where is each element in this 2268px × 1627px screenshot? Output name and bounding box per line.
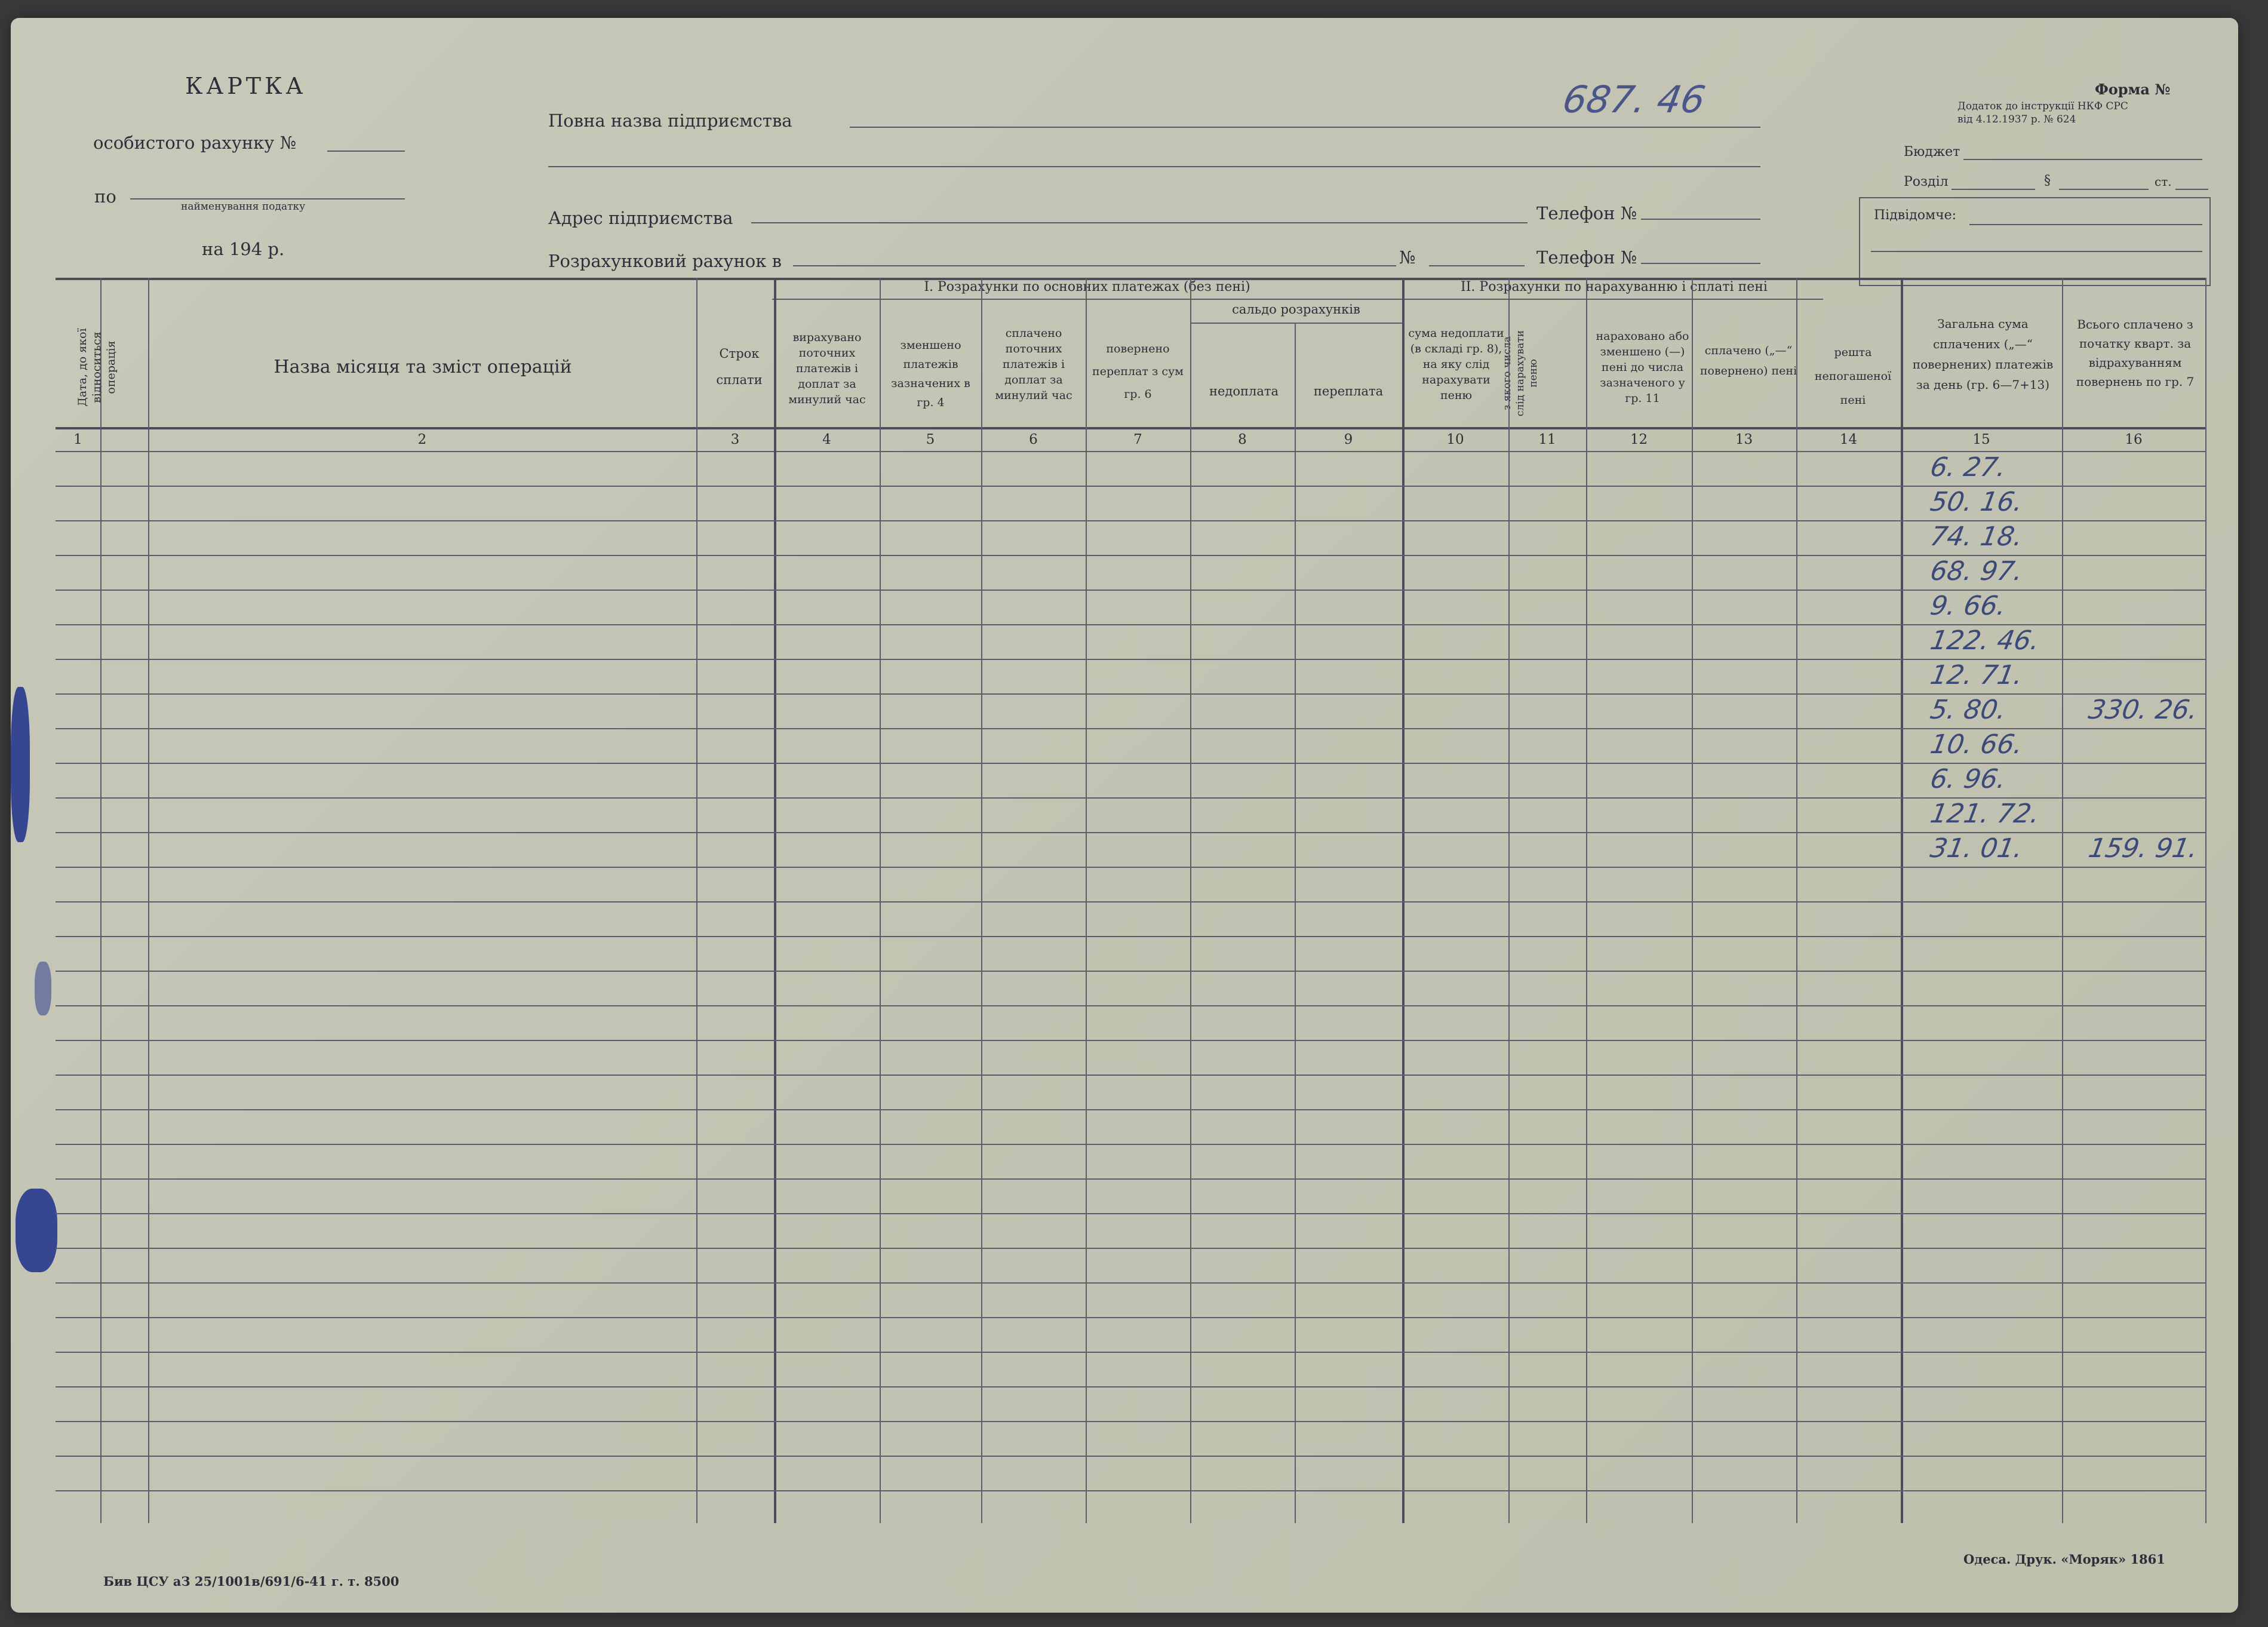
card-title: КАРТКА — [185, 73, 307, 99]
table-row-line — [56, 693, 2205, 695]
cumulative-total-entry: 330. 26. — [2086, 695, 2201, 725]
column-number: 2 — [417, 432, 427, 447]
phone-line-1 — [1641, 219, 1760, 220]
table-row-line — [56, 590, 2205, 591]
col-header-16: Всього сплачено з початку кварт. за відрахуванням повернень по гр. 7 — [2076, 317, 2195, 389]
table-row-line — [56, 1144, 2205, 1145]
table-row-line — [56, 1386, 2205, 1387]
daily-total-entry: 12. 71. — [1928, 660, 2026, 690]
table-row-line — [56, 1352, 2205, 1353]
daily-total-entry: 50. 16. — [1928, 487, 2026, 517]
column-divider — [880, 278, 881, 1523]
column-divider — [2205, 278, 2206, 1523]
number-row-line — [56, 451, 2205, 452]
column-divider — [696, 278, 697, 1523]
appendix-line-2: від 4.12.1937 р. № 624 — [1957, 113, 2076, 125]
appendix-line-1: Додаток до інструкції НКФ СРС — [1957, 100, 2128, 112]
table-row-line — [56, 1317, 2205, 1318]
table-row-line — [56, 728, 2205, 729]
cumulative-total-entry: 159. 91. — [2086, 833, 2201, 864]
year-label: на 194 р. — [202, 239, 285, 259]
phone-label-1: Телефон № — [1536, 203, 1637, 223]
saldo-header-line — [1190, 323, 1402, 324]
column-divider — [1295, 323, 1296, 1523]
table-row-line — [56, 1490, 2205, 1491]
settlement-account-line — [793, 265, 1396, 266]
column-number: 8 — [1238, 432, 1247, 447]
table-row-line — [56, 936, 2205, 937]
form-sheet — [11, 18, 2238, 1613]
column-divider — [2062, 278, 2063, 1523]
table-row-line — [56, 1282, 2205, 1284]
subordinate-line-1 — [1969, 224, 2202, 225]
column-divider — [774, 278, 776, 1523]
col-header-12: нараховано або зменшено (—) пені до числа зазначеного у гр. 11 — [1596, 330, 1689, 405]
table-row-line — [56, 867, 2205, 868]
table-row-line — [56, 1005, 2205, 1006]
column-number: 12 — [1630, 432, 1648, 447]
daily-total-entry: 74. 18. — [1928, 521, 2026, 552]
column-number: 14 — [1839, 432, 1858, 447]
col-header-9: переплата — [1313, 384, 1384, 398]
footer-left: Бив ЦСУ аЗ 25/1001в/691/6-41 г. т. 8500 — [103, 1574, 399, 1589]
column-number: 15 — [1972, 432, 1990, 447]
form-label: Форма № — [2095, 81, 2171, 98]
col-header-10: сума недоплати (в складі гр. 8), на яку слід нарахувати пеню — [1408, 327, 1504, 402]
col-header-1: Дата, до якої відноситься операція — [76, 328, 118, 407]
daily-total-entry: 9. 66. — [1928, 591, 2009, 621]
column-number: 16 — [2125, 432, 2143, 447]
table-row-line — [56, 1248, 2205, 1249]
table-row-line — [56, 1456, 2205, 1457]
table-row-line — [56, 797, 2205, 799]
number-line — [1429, 265, 1525, 266]
col-header-15: Загальна сума сплачених („—“ повернених) платежів за день (гр. 6—7+13) — [1912, 317, 2054, 392]
ink-stain — [16, 1189, 57, 1272]
daily-total-entry: 122. 46. — [1928, 625, 2042, 656]
daily-total-entry: 31. 01. — [1928, 833, 2026, 864]
col-header-5: зменшено платежів зазначених в гр. 4 — [891, 339, 970, 409]
address-label: Адрес підприємства — [548, 208, 733, 228]
paragraph-sign: § — [2044, 173, 2051, 188]
column-number: 3 — [730, 432, 740, 447]
col-header-2: Назва місяця та зміст операцій — [273, 357, 572, 377]
table-row-line — [56, 832, 2205, 833]
tax-caption: найменування податку — [181, 201, 306, 213]
daily-total-entry: 6. 27. — [1928, 452, 2009, 483]
col-header-7: повернено переплат з сум гр. 6 — [1092, 342, 1184, 401]
subordinate-line-2 — [1871, 251, 2202, 252]
daily-total-entry: 121. 72. — [1928, 799, 2042, 829]
daily-total-entry: 6. 96. — [1928, 764, 2009, 794]
full-name-label: Повна назва підприємства — [548, 110, 792, 131]
table-row-line — [56, 1213, 2205, 1214]
table-row-line — [56, 1109, 2205, 1110]
settlement-account-label: Розрахунковий рахунок в — [548, 251, 782, 271]
table-row-line — [56, 659, 2205, 660]
column-divider — [1796, 278, 1797, 1523]
column-divider — [1586, 278, 1587, 1523]
saldo-header: сальдо розрахунків — [1232, 302, 1360, 317]
col-header-3: Строк сплати — [716, 346, 763, 387]
column-number: 10 — [1446, 432, 1464, 447]
column-divider — [100, 278, 102, 1523]
handwritten-number: 687. 46 — [1559, 78, 1709, 121]
column-divider — [1086, 278, 1087, 1523]
table-row-line — [56, 555, 2205, 556]
column-number: 6 — [1029, 432, 1038, 447]
table-row-line — [56, 1040, 2205, 1041]
phone-line-2 — [1641, 263, 1760, 264]
daily-total-entry: 10. 66. — [1928, 729, 2026, 760]
column-number: 9 — [1344, 432, 1353, 447]
table-row-line — [56, 520, 2205, 521]
group1-header: I. Розрахунки по основних платежах (без пені) — [924, 280, 1250, 294]
col-header-13: сплачено („—“ повернено) пені — [1700, 344, 1797, 377]
full-name-line-2 — [548, 166, 1760, 167]
account-field-line — [327, 151, 405, 152]
budget-label: Бюджет — [1904, 145, 1960, 159]
column-number: 13 — [1735, 432, 1753, 447]
table-row-line — [56, 971, 2205, 972]
column-divider — [981, 278, 982, 1523]
table-row-line — [56, 763, 2205, 764]
phone-label-2: Телефон № — [1536, 247, 1637, 268]
header-bottom-border — [56, 427, 2205, 429]
section-label: Розділ — [1904, 174, 1949, 189]
footer-right: Одеса. Друк. «Моряк» 1861 — [1963, 1552, 2165, 1567]
column-divider — [1190, 278, 1191, 1523]
col-header-14: решта непогашеної пені — [1814, 346, 1892, 407]
tax-field-line — [130, 198, 405, 199]
column-number: 1 — [73, 432, 82, 447]
ink-stain — [11, 687, 30, 842]
ink-stain — [35, 962, 51, 1015]
group2-header: II. Розрахунки по нарахуванню і сплаті пені — [1461, 280, 1768, 294]
section-line — [1952, 189, 2035, 190]
column-number: 5 — [926, 432, 935, 447]
account-label: особистого рахунку № — [93, 133, 297, 153]
table-row-line — [56, 624, 2205, 625]
article-label: ст. — [2155, 174, 2172, 189]
table-row-line — [56, 1075, 2205, 1076]
table-row-line — [56, 1178, 2205, 1180]
column-number: 7 — [1133, 432, 1142, 447]
column-number: 11 — [1538, 432, 1556, 447]
column-divider — [1901, 278, 1903, 1523]
column-divider — [148, 278, 149, 1523]
daily-total-entry: 68. 97. — [1928, 556, 2026, 587]
address-line — [751, 222, 1528, 223]
table-row-line — [56, 1421, 2205, 1422]
column-divider — [1402, 278, 1405, 1523]
paragraph-line — [2059, 189, 2149, 190]
col-header-11: з якого числа слід нарахувати пеню — [1501, 330, 1539, 417]
subordinate-label: Підвідомче: — [1874, 208, 1957, 223]
col-header-8: недоплата — [1209, 384, 1279, 398]
full-name-line — [850, 127, 1760, 128]
budget-line — [1963, 159, 2202, 160]
table-row-line — [56, 901, 2205, 902]
col-header-4: вирахувано поточних платежів і доплат за минулий час — [788, 331, 866, 406]
column-divider — [1508, 278, 1510, 1523]
column-number: 4 — [822, 432, 831, 447]
number-sign: № — [1399, 247, 1416, 268]
col-header-6: сплачено поточних платежів і доплат за минулий час — [995, 327, 1072, 402]
daily-total-entry: 5. 80. — [1928, 695, 2009, 725]
column-divider — [1692, 278, 1693, 1523]
group-header-line — [772, 299, 1823, 300]
article-line — [2175, 189, 2208, 190]
tax-by-label: по — [94, 186, 116, 207]
table-row-line — [56, 486, 2205, 487]
